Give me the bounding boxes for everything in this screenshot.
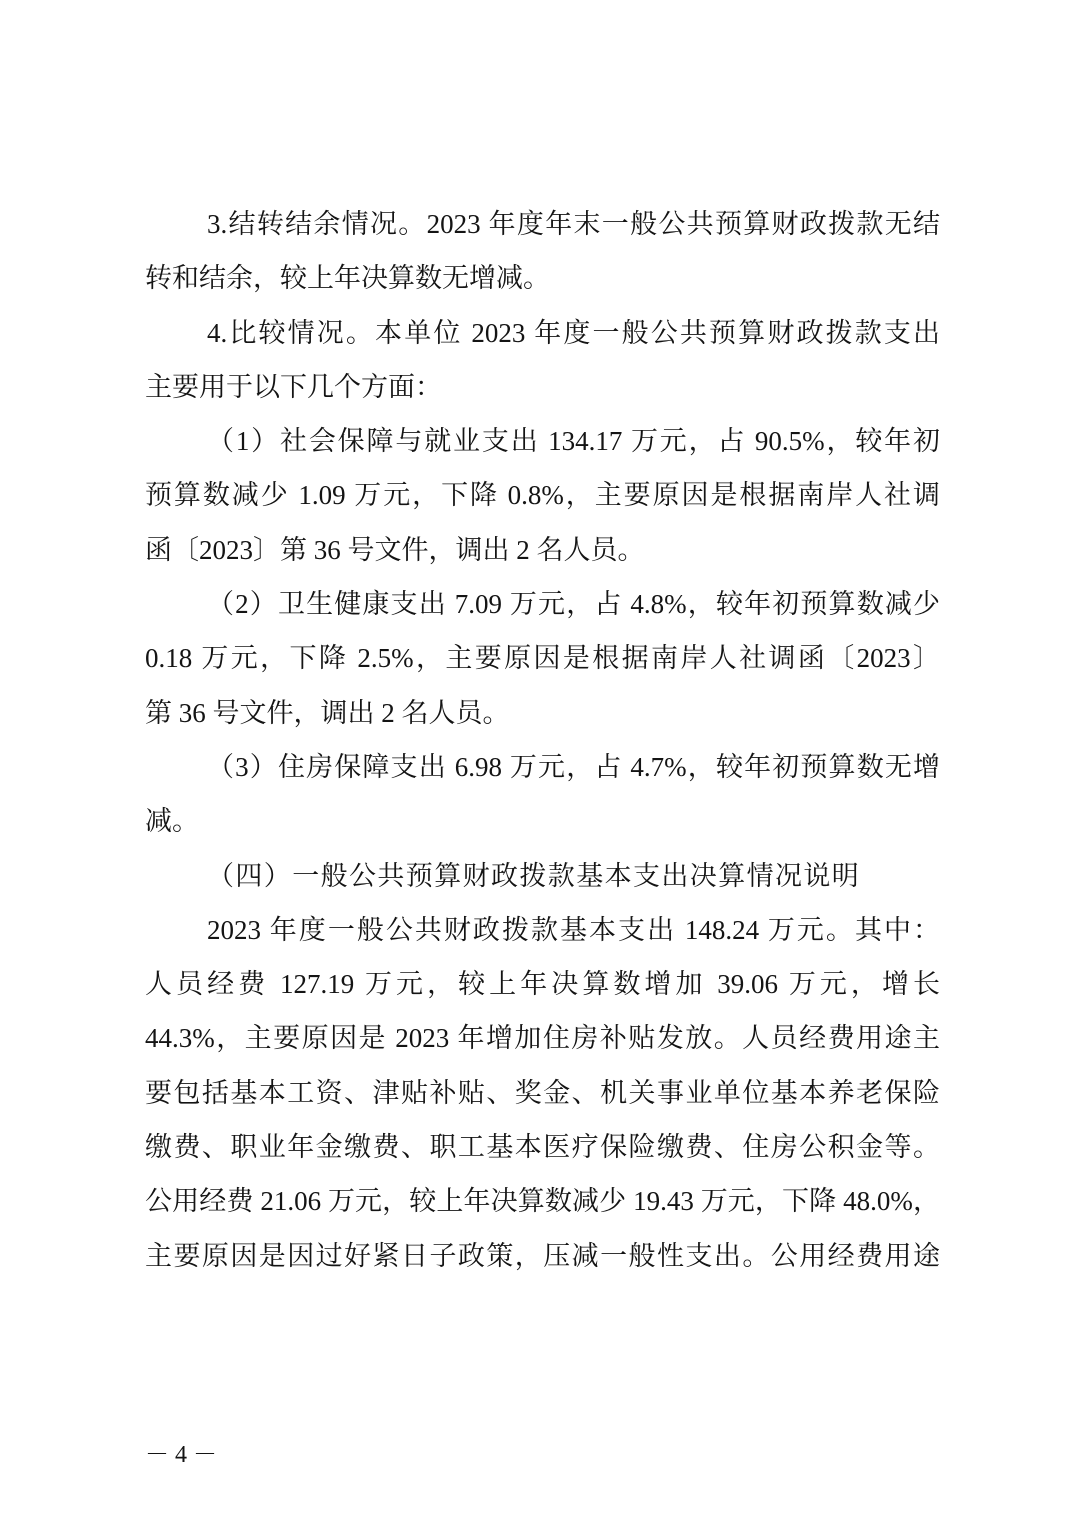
text-line: 减。 xyxy=(145,806,199,837)
text-line: 公用经费 21.06 万元，较上年决算数减少 19.43 万元，下降 48.0%， xyxy=(145,1186,940,1217)
text-line: 4.比较情况。本单位 2023 年度一般公共预算财政拨款支出 xyxy=(207,317,940,348)
text-line: 44.3%，主要原因是 2023 年增加住房补贴发放。人员经费用途主 xyxy=(145,1023,940,1054)
text-line: （1）社会保障与就业支出 134.17 万元，占 90.5%，较年初 xyxy=(207,426,940,457)
body-text xyxy=(145,197,940,1283)
paragraph-comparison xyxy=(145,306,940,415)
page-number: － 4 － xyxy=(145,1442,217,1468)
text-line: 函〔2023〕第 36 号文件，调出 2 名人员。 xyxy=(145,534,645,565)
text-line: 2023 年度一般公共财政拨款基本支出 148.24 万元。其中： xyxy=(207,914,940,945)
text-line: 主要原因是因过好紧日子政策，压减一般性支出。公用经费用途 xyxy=(145,1240,940,1271)
paragraph-housing xyxy=(145,740,940,849)
text-line: 人员经费 127.19 万元，较上年决算数增加 39.06 万元，增长 xyxy=(145,969,940,1000)
text-line: 第 36 号文件，调出 2 名人员。 xyxy=(145,697,510,728)
section-heading: （四）一般公共预算财政拨款基本支出决算情况说明 xyxy=(207,860,861,891)
text-line: 缴费、职业年金缴费、职工基本医疗保险缴费、住房公积金等。 xyxy=(145,1132,940,1163)
text-line: 0.18 万元，下降 2.5%，主要原因是根据南岸人社调函〔2023〕 xyxy=(145,643,940,674)
paragraph-basic-expenditure xyxy=(145,903,940,1283)
paragraph-social-security xyxy=(145,414,940,577)
text-line: 预算数减少 1.09 万元，下降 0.8%，主要原因是根据南岸人社调 xyxy=(145,480,940,511)
text-line: 3.结转结余情况。2023 年度年末一般公共预算财政拨款无结 xyxy=(207,209,940,239)
paragraph-health xyxy=(145,577,940,740)
text-line: 转和结余，较上年决算数无增减。 xyxy=(145,263,550,294)
text-line: 要包括基本工资、津贴补贴、奖金、机关事业单位基本养老保险 xyxy=(145,1077,940,1108)
text-line: 主要用于以下几个方面： xyxy=(145,371,442,402)
text-line: （3）住房保障支出 6.98 万元，占 4.7%，较年初预算数无增 xyxy=(207,751,940,782)
paragraph-carryover-balance xyxy=(145,197,940,306)
text-line: （2）卫生健康支出 7.09 万元，占 4.8%，较年初预算数减少 xyxy=(207,589,940,620)
